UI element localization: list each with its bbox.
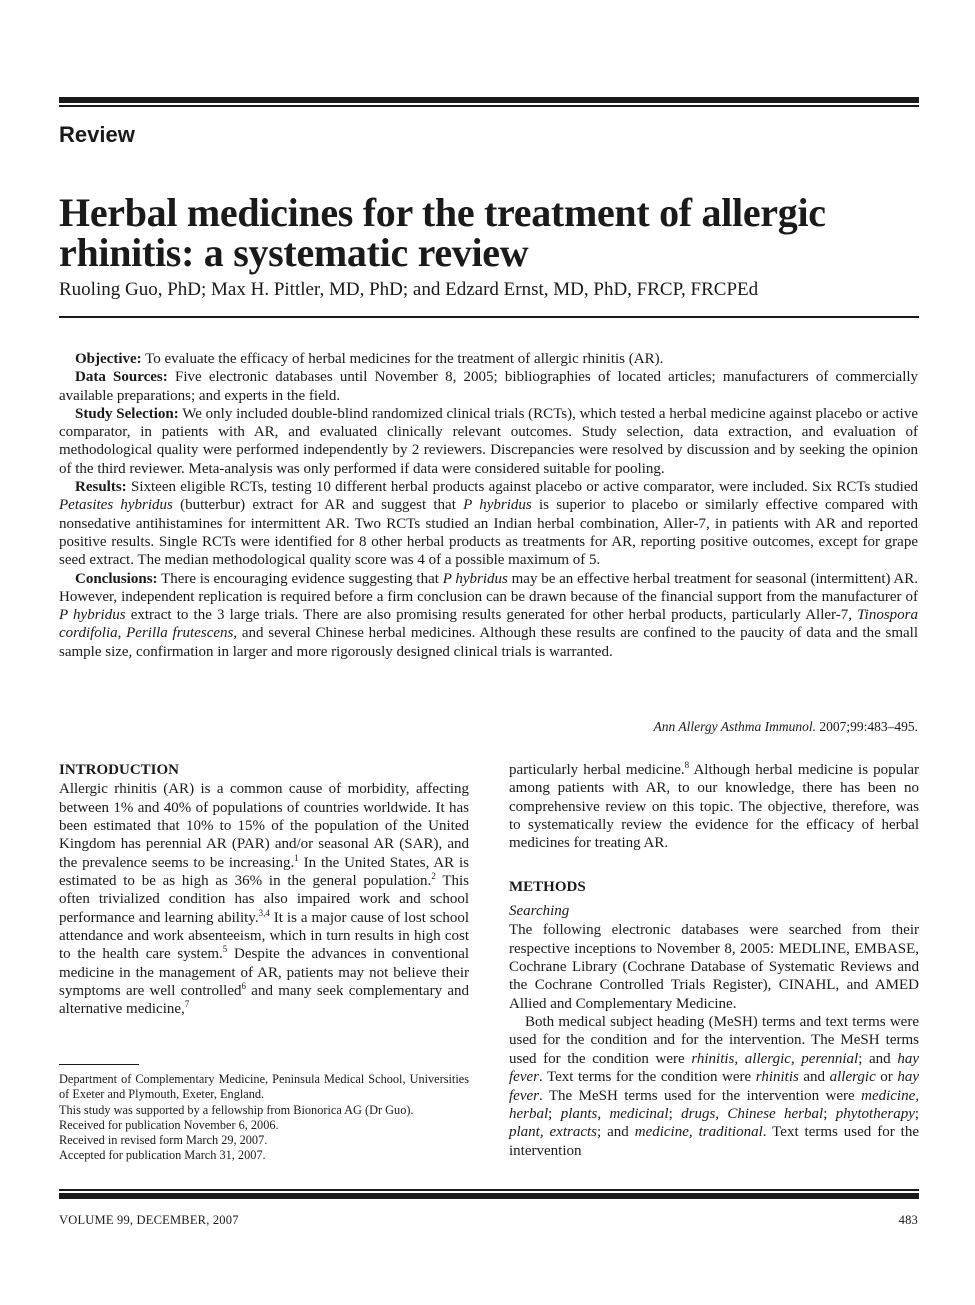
title-divider bbox=[59, 316, 919, 318]
top-rule-thick bbox=[59, 97, 919, 103]
intro-paragraph: Allergic rhinitis (AR) is a common cause of morbidity, affecting between 1% and 40% of populations of countries worldwide. It has been estimated that 10% to 15% of the population of the United Kingdom has perennial AR (PAR) and/or seasonal AR (SAR), and the prevalence seems to be increasing.$^1$ In the United States, AR is estimated to be as high as 36% in the general population.$^2$ This often trivialized condition has also impaired work and school performance and learning ability.$^{3,4}$ It is a major cause of lost school attendance and work absenteeism, which in turn results in high cost to the health care system.$^5$ Despite the advances in conventional medicine in the management of AR, patients may not believe their symptoms are well controlled$^6$ and many seek complementary and alternative medicine,$^7$ bbox=[59, 781, 470, 1018]
abstract-study-selection: Study Selection: We only included double-blind randomized clinical trials (RCTs), which tested a herbal medicine against placebo or active comparator, in patients with AR, and evaluated clinically relevant outcomes. Study selection, data extraction, and evaluation of methodological quality were performed independently by 2 reviewers. Discrepancies were resolved by discussion and by seeking the opinion of the third reviewer. Meta-analysis was only performed if data were considered suitable for pooling. bbox=[59, 405, 918, 477]
abstract bbox=[59, 350, 918, 661]
footnote-affiliation: Department of Complementary Medicine, Peninsula Medical School, Universities of Exeter and Plymouth, Exeter, England. bbox=[59, 1072, 469, 1102]
abstract-results: Results: Sixteen eligible RCTs, testing 10 different herbal products against placebo or active comparator, were included. Six RCTs studied Petasites hybridus (butterbur) extract for AR and suggest that P hybridus is superior to placebo or similarly effective compared with nonsedative antihistamines for intermittent AR. Two RCTs studied an Indian herbal combination, Aller-7, in patients with AR and reported positive results. Single RCTs were identified for 8 other herbal products as treatments for AR, reporting positive outcomes, except for grape seed extract. The median methodological quality score was 4 of a possible maximum of 5. bbox=[59, 479, 919, 569]
ref-7: 7 bbox=[184, 999, 190, 1010]
section-label: Review bbox=[59, 122, 135, 147]
intro-continuation: particularly herbal medicine.$^8$ Although herbal medicine is popular among patients with AR, to our knowledge, there has been no comprehensive review on this topic. The objective, therefore, was to systematically review the evidence for the efficacy of herbal medicines for treating AR. bbox=[509, 760, 919, 852]
abstract-conclusions: Conclusions: There is encouraging evidence suggesting that P hybridus may be an effective herbal treatment for seasonal (intermittent) AR. However, independent replication is required before a firm conclusion can be drawn because of the financial support from the manufacturer of P hybridus extract to the 3 large trials. There are also promising results generated for other herbal products, particularly Aller-7, Tinospora cordifolia, Perilla frutescens, and several Chinese herbal medicines. Although these results are confined to the paucity of data and the small sample size, confirmation in larger and more rigorously designed clinical trials is warranted. bbox=[59, 570, 919, 660]
footnote-accepted: Accepted for publication March 31, 2007. bbox=[59, 1148, 266, 1163]
ref-6: 6 bbox=[241, 981, 246, 992]
bottom-rule-thick bbox=[59, 1193, 919, 1199]
footer-volume: VOLUME 99, DECEMBER, 2007 bbox=[59, 1213, 239, 1227]
footnote-received: Received for publication November 6, 2006. bbox=[59, 1117, 279, 1132]
ref-8: 8 bbox=[684, 760, 690, 770]
left-column bbox=[59, 761, 469, 1019]
right-column bbox=[509, 761, 919, 1160]
intro-heading: INTRODUCTION bbox=[59, 762, 180, 778]
article-title bbox=[59, 190, 939, 275]
title-line-1: Herbal medicines for the treatment of allergic bbox=[59, 190, 826, 235]
ref-1: 1 bbox=[294, 852, 299, 863]
ref-5: 5 bbox=[222, 944, 228, 955]
methods-heading: METHODS bbox=[509, 878, 586, 895]
footnote-separator bbox=[59, 1064, 139, 1065]
methods-paragraph-1: The following electronic databases were searched from their respective inceptions to November 8, 2005: MEDLINE, EMBASE, Cochrane Library (Cochrane Database of Systematic Reviews and the Cochrane Controlled Trials Register), CINAHL, and AMED Allied and Complementary Medicine. bbox=[509, 922, 919, 1012]
ref-2: 2 bbox=[431, 871, 436, 882]
author-list: Ruoling Guo, PhD; Max H. Pittler, MD, PhD; and Edzard Ernst, MD, PhD, FRCP, FRCPEd bbox=[59, 279, 759, 300]
bottom-rule-thin bbox=[59, 1189, 919, 1191]
journal-citation: Ann Allergy Asthma Immunol. 2007;99:483–495. bbox=[653, 719, 918, 734]
searching-subheading: Searching bbox=[509, 903, 570, 920]
ref-3-4: 3,4 bbox=[258, 907, 270, 918]
top-rule-thin bbox=[59, 105, 919, 107]
footnote-support: This study was supported by a fellowship from Bionorica AG (Dr Guo). bbox=[59, 1102, 414, 1117]
title-line-2: rhinitis: a systematic review bbox=[59, 230, 529, 275]
abstract-data-sources: Data Sources: Five electronic databases until November 8, 2005; bibliographies of located articles; manufacturers of commercially available preparations; and experts in the field. bbox=[59, 369, 919, 404]
methods-paragraph-2: Both medical subject heading (MeSH) terms and text terms were used for the condition and for the intervention. The MeSH terms used for the condition were rhinitis, allergic, perennial; and hay fever. Text terms for the condition were rhinitis and allergic or hay fever. The MeSH terms used for the intervention were medicine, herbal; plants, medicinal; drugs, Chinese herbal; phytotherapy; plant, extracts; and medicine, traditional. Text terms used for the intervention bbox=[509, 1014, 920, 1159]
page-number: 483 bbox=[898, 1213, 918, 1227]
footnotes bbox=[59, 1072, 469, 1164]
abstract-objective: Objective: To evaluate the efficacy of herbal medicines for the treatment of allergic rhinitis (AR). bbox=[75, 351, 664, 367]
footnote-revised: Received in revised form March 29, 2007. bbox=[59, 1133, 268, 1148]
